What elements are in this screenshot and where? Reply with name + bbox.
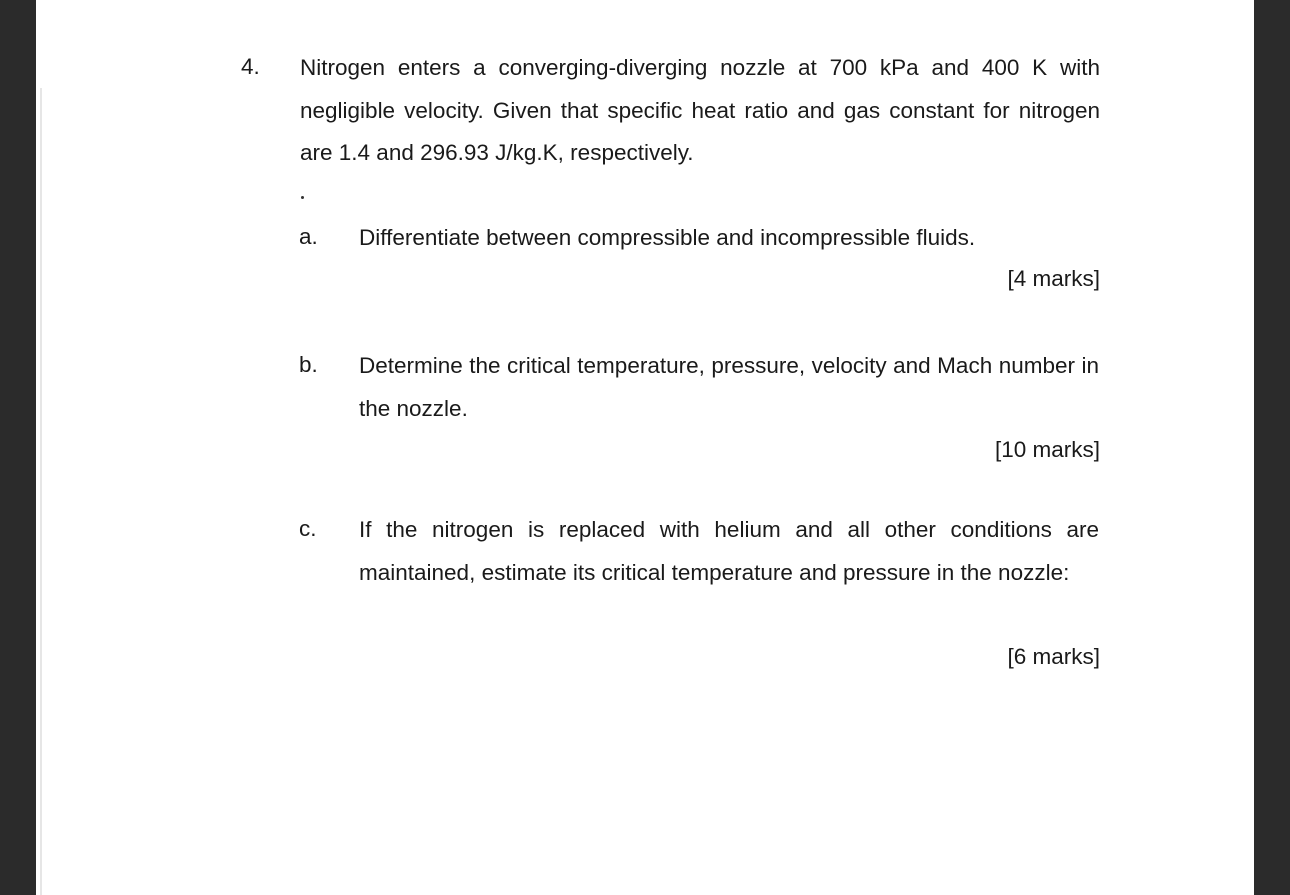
part-b-marks: [10 marks] [994,437,1100,462]
part-a-text: Differentiate between compressible and incompressible fluids. [359,225,976,250]
part-c-letter: c. [299,516,317,541]
question-stem: Nitrogen enters a converging-diverging nozzle at 700 kPa and 400 K with negligible velocity. Given that specific heat ratio and gas constant for nitrogen are 1.4 and 296.93 J/kg.K, respectively. [300,55,1100,165]
part-b-letter: b. [299,352,318,377]
part-b-text: Determine the critical temperature, pressure, velocity and Mach number in the nozzle. [359,353,1099,421]
part-c-text: If the nitrogen is replaced with helium and all other conditions are maintained, estimate its critical temperature and pressure in the nozzle: [359,517,1099,585]
question-number: 4. [241,54,260,79]
part-a-letter: a. [299,224,318,249]
page-edge-divider [40,88,42,895]
document-page [36,0,1254,895]
part-c-marks: [6 marks] [1007,644,1100,669]
part-a-marks: [4 marks] [1007,266,1100,291]
stray-mark [301,196,304,199]
